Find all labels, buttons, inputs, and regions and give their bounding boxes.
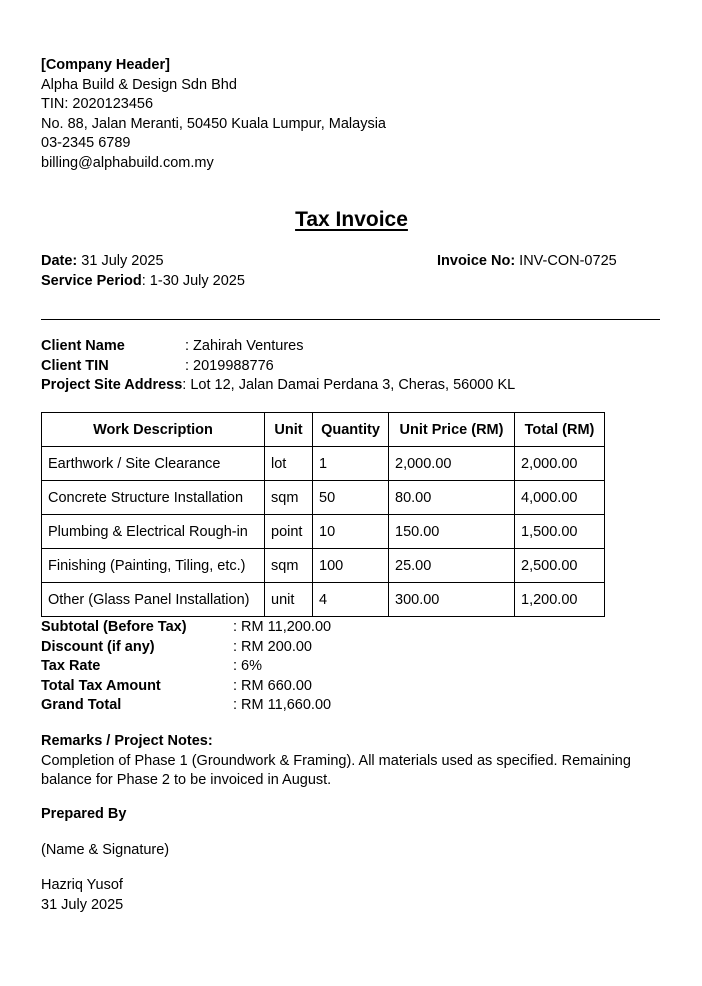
divider-line <box>41 319 660 320</box>
client-tin-row <box>41 357 515 377</box>
subtotal-row <box>41 618 331 638</box>
subtotal-value: : RM 11,200.00 <box>233 619 332 635</box>
discount-label: Discount (if any) <box>41 638 155 655</box>
work-items-table <box>41 412 605 617</box>
prepared-by <box>41 805 126 825</box>
date-label: Date: <box>41 253 78 269</box>
table-row <box>42 583 605 617</box>
remarks-label: Remarks / Project Notes: <box>41 733 213 749</box>
table-row <box>42 447 605 481</box>
table-cell: 4 <box>313 583 389 617</box>
column-header: Unit Price (RM) <box>389 413 515 447</box>
tax-amount-label: Total Tax Amount <box>41 677 161 694</box>
document-title: Tax Invoice <box>295 208 408 231</box>
column-header: Total (RM) <box>515 413 605 447</box>
column-header: Quantity <box>313 413 389 447</box>
tax-rate-value: : 6% <box>233 658 263 674</box>
table-cell: 2,000.00 <box>389 447 515 481</box>
table-cell: sqm <box>265 481 313 515</box>
invoice-page <box>41 56 702 913</box>
table-cell: 150.00 <box>389 515 515 549</box>
table-cell: lot <box>265 447 313 481</box>
company-tin: TIN: 2020123456 <box>41 96 154 112</box>
client-site-label: Project Site Address <box>41 377 183 393</box>
client-tin-value: : 2019988776 <box>185 357 274 374</box>
table-cell: 80.00 <box>389 481 515 515</box>
period-value: : 1-30 July 2025 <box>141 272 245 289</box>
table-row <box>42 549 605 583</box>
tax-amount-value: : RM 660.00 <box>233 677 312 694</box>
column-header: Work Description <box>42 413 265 447</box>
service-period <box>41 272 661 292</box>
tax-rate-label: Tax Rate <box>41 658 101 674</box>
table-cell: 50 <box>313 481 389 515</box>
grand-total-value: : RM 11,660.00 <box>233 697 332 713</box>
table-cell: 1,500.00 <box>515 515 605 549</box>
client-site-row <box>41 376 515 396</box>
client-site-value: : Lot 12, Jalan Damai Perdana 3, Cheras, 56000 KL <box>182 377 516 393</box>
table-cell: Plumbing & Electrical Rough-in <box>42 515 265 549</box>
invoice-meta <box>41 252 661 291</box>
totals-summary <box>41 618 331 716</box>
client-name-label: Client Name <box>41 338 125 354</box>
discount-value: : RM 200.00 <box>233 638 312 655</box>
date-value: 31 July 2025 <box>77 253 164 269</box>
discount-row <box>41 638 331 658</box>
invoice-number-value: INV-CON-0725 <box>515 253 617 269</box>
client-name-row <box>41 337 515 357</box>
invoice-number-label: Invoice No: <box>437 253 516 269</box>
client-tin-label: Client TIN <box>41 357 109 374</box>
prepared-by-label: Prepared By <box>41 806 127 822</box>
table-cell: Earthwork / Site Clearance <box>42 447 265 481</box>
tax-amount-row <box>41 677 331 697</box>
table-cell: 2,000.00 <box>515 447 605 481</box>
signer-name: Hazriq Yusof <box>41 877 123 893</box>
remarks-section <box>41 732 651 791</box>
invoice-number <box>437 252 617 272</box>
table-cell: sqm <box>265 549 313 583</box>
table-cell: 10 <box>313 515 389 549</box>
remarks-body: Completion of Phase 1 (Groundwork & Framing). All materials used as specified. Remaining balance for Phase 2 to be invoiced in August. <box>41 752 631 788</box>
table-cell: 25.00 <box>389 549 515 583</box>
table-header-row <box>42 413 605 447</box>
subtotal-label: Subtotal (Before Tax) <box>41 619 187 635</box>
grand-total-row <box>41 696 331 716</box>
table-row <box>42 481 605 515</box>
table-cell: 300.00 <box>389 583 515 617</box>
table-cell: Finishing (Painting, Tiling, etc.) <box>42 549 265 583</box>
signer-date: 31 July 2025 <box>41 896 124 913</box>
table-cell: Other (Glass Panel Installation) <box>42 583 265 617</box>
table-cell: Concrete Structure Installation <box>42 481 265 515</box>
company-address: No. 88, Jalan Meranti, 50450 Kuala Lumpur, Malaysia <box>41 115 386 132</box>
company-email: billing@alphabuild.com.my <box>41 154 214 171</box>
signer-block <box>41 876 123 915</box>
signature-label: (Name & Signature) <box>41 842 170 858</box>
company-header-label: [Company Header] <box>41 57 170 73</box>
table-cell: 1,200.00 <box>515 583 605 617</box>
table-row <box>42 515 605 549</box>
table-cell: 1 <box>313 447 389 481</box>
period-label: Service Period <box>41 272 142 289</box>
client-name-value: : Zahirah Ventures <box>185 338 304 354</box>
table-cell: 4,000.00 <box>515 481 605 515</box>
table-cell: 2,500.00 <box>515 549 605 583</box>
grand-total-label: Grand Total <box>41 697 122 713</box>
table-cell: 100 <box>313 549 389 583</box>
company-header <box>41 56 702 173</box>
column-header: Unit <box>265 413 313 447</box>
company-phone: 03-2345 6789 <box>41 135 131 151</box>
company-name: Alpha Build & Design Sdn Bhd <box>41 76 237 93</box>
client-details <box>41 337 515 396</box>
table-cell: unit <box>265 583 313 617</box>
tax-rate-row <box>41 657 331 677</box>
table-cell: point <box>265 515 313 549</box>
